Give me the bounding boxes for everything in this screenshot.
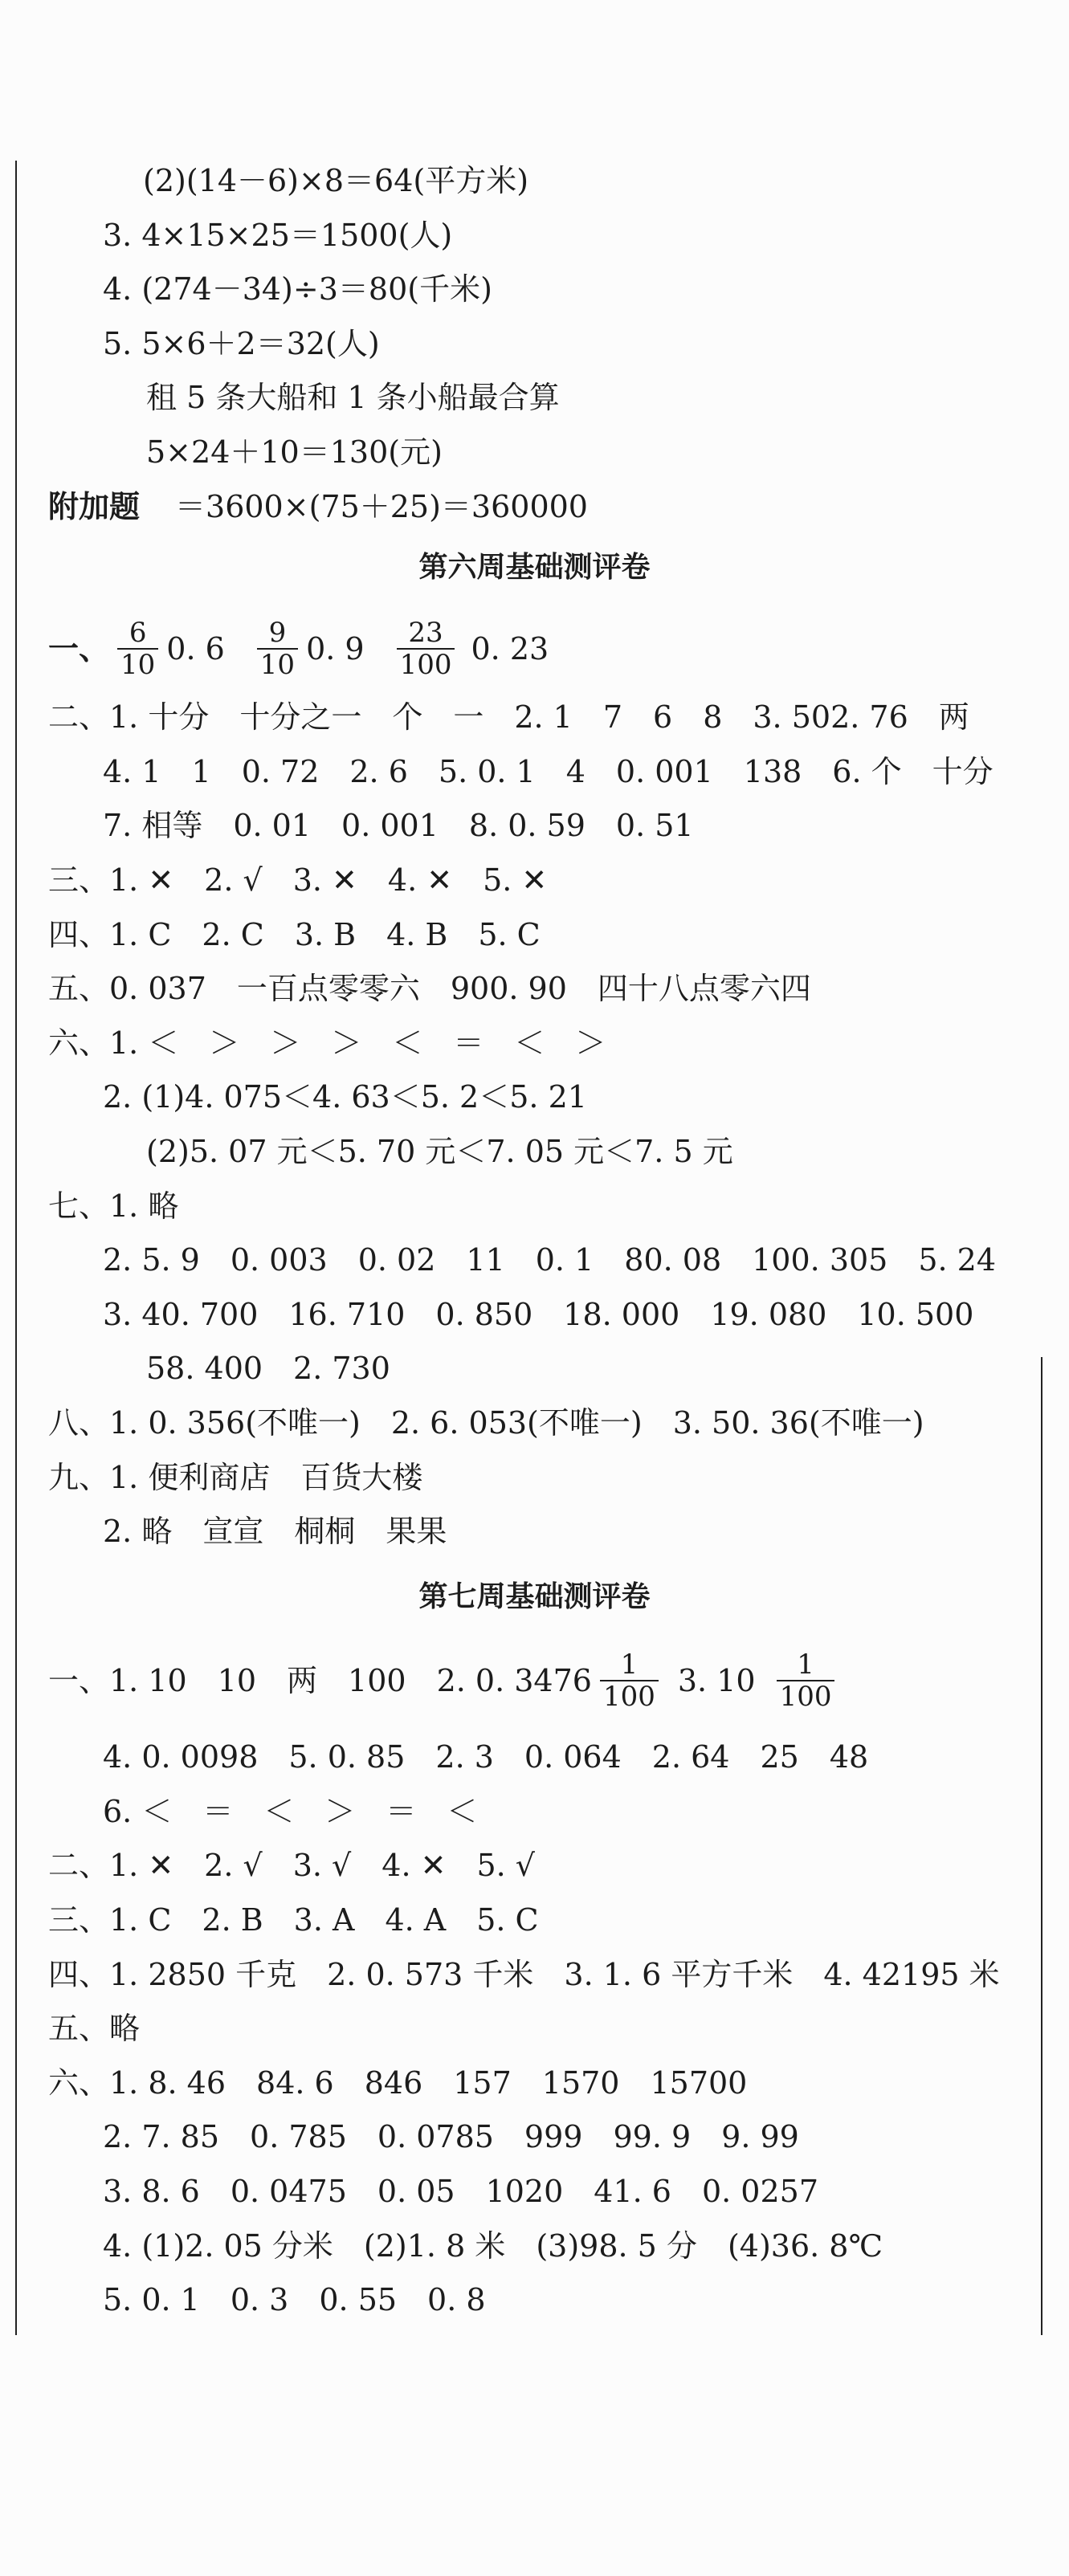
week7-q6-line-3: 3. 8. 6 0. 0475 0. 05 1020 41. 6 0. 0257 [103, 2174, 819, 2209]
week7-q6-line-4: 4. (1)2. 05 分米 (2)1. 8 米 (3)98. 5 分 (4)36. 8℃ [103, 2228, 883, 2264]
week6-q7-line-2: 2. 5. 9 0. 003 0. 02 11 0. 1 80. 08 100. 305 5. 24 [103, 1242, 997, 1278]
week6-q7-line-3: 3. 40. 700 16. 710 0. 850 18. 000 19. 080 10. 500 [103, 1297, 974, 1332]
week6-q5: 五、0. 037 一百点零零六 900. 90 四十八点零六四 [48, 971, 811, 1006]
week7-q5: 五、略 [48, 2011, 141, 2046]
week6-q6-line-1: 六、1. ＜ ＞ ＞ ＞ ＜ ＝ ＜ ＞ [48, 1025, 606, 1061]
week6-q9-line-2: 2. 略 宣宣 桐桐 果果 [103, 1514, 447, 1549]
extra-question-row [48, 487, 588, 527]
week7-q6-line-5: 5. 0. 1 0. 3 0. 55 0. 8 [103, 2282, 486, 2317]
week6-q3: 三、1. ✕ 2. √ 3. ✕ 4. ✕ 5. ✕ [48, 862, 548, 898]
week7-q3: 三、1. C 2. B 3. A 4. A 5. C [48, 1902, 539, 1938]
week7-title: 第七周基础测评卷 [418, 1580, 651, 1613]
prev-answer-line-3: 4. (274－34)÷3＝80(千米) [103, 271, 492, 307]
week7-q1-line-1 [48, 1645, 843, 1717]
week7-q4: 四、1. 2850 千克 2. 0. 573 千米 3. 1. 6 平方千米 4. 42195 米 [48, 1957, 1000, 1992]
week6-q4: 四、1. C 2. C 3. B 4. B 5. C [48, 917, 541, 952]
fraction-1-100-b: $\frac{1}{100}$ [777, 1649, 835, 1712]
prev-answer-line-2: 3. 4×15×25＝1500(人) [103, 218, 453, 253]
week6-q1-answer-3: 0. 23 [471, 631, 549, 666]
week6-q2-line-1: 二、1. 十分 十分之一 个 一 2. 1 7 6 8 3. 502. 76 两 [48, 699, 969, 735]
week6-q1-label: 一、 [48, 631, 110, 666]
prev-answer-line-4: 5. 5×6＋2＝32(人) [103, 326, 380, 361]
week6-q6-line-3: (2)5. 07 元＜5. 70 元＜7. 05 元＜7. 5 元 [146, 1134, 733, 1169]
left-margin-rule [15, 161, 17, 2335]
extra-question-answer: ＝3600×(75＋25)＝360000 [175, 489, 588, 524]
week7-q2: 二、1. ✕ 2. √ 3. √ 4. ✕ 5. √ [48, 1848, 535, 1883]
week6-q1-answer-1: 0. 6 [166, 631, 225, 666]
week6-q7-line-1: 七、1. 略 [48, 1188, 179, 1224]
week7-q1-line-3: 6. ＜ ＝ ＜ ＞ ＝ ＜ [103, 1794, 478, 1829]
week7-q1-mid: 3. 10 [677, 1663, 756, 1698]
extra-question-label: 附加题 [48, 489, 141, 524]
week6-q7-line-4: 58. 400 2. 730 [146, 1351, 390, 1386]
week7-q1-line-2: 4. 0. 0098 5. 0. 85 2. 3 0. 064 2. 64 25 48 [103, 1739, 869, 1775]
prev-answer-line-5: 租 5 条大船和 1 条小船最合算 [146, 380, 560, 415]
week6-q1-answer-2: 0. 9 [306, 631, 365, 666]
fraction-9-10: $\frac{9}{10}$ [257, 618, 298, 680]
week6-q6-line-2: 2. (1)4. 075＜4. 63＜5. 2＜5. 21 [103, 1079, 587, 1115]
prev-answer-line-6: 5×24＋10＝130(元) [146, 434, 443, 470]
prev-answer-line-1: (2)(14－6)×8＝64(平方米) [143, 163, 529, 198]
week6-q2-line-2: 4. 1 1 0. 72 2. 6 5. 0. 1 4 0. 001 138 6. 个 十分 [103, 754, 994, 789]
week6-title: 第六周基础测评卷 [418, 551, 651, 584]
week7-q6-line-1: 六、1. 8. 46 84. 6 846 157 1570 15700 [48, 2065, 748, 2101]
week6-q8: 八、1. 0. 356(不唯一) 2. 6. 053(不唯一) 3. 50. 36(不唯一) [48, 1405, 924, 1441]
fraction-23-100: $\frac{23}{100}$ [397, 618, 455, 680]
week6-q1-row [48, 613, 549, 685]
week7-q6-line-2: 2. 7. 85 0. 785 0. 0785 999 99. 9 9. 99 [103, 2119, 799, 2154]
fraction-1-100-a: $\frac{1}{100}$ [600, 1649, 659, 1712]
right-margin-rule [1041, 1357, 1042, 2335]
week6-q9-line-1: 九、1. 便利商店 百货大楼 [48, 1460, 423, 1495]
week7-q1-text: 一、1. 10 10 两 100 2. 0. 3476 [48, 1663, 592, 1698]
fraction-6-10: $\frac{6}{10}$ [117, 618, 158, 680]
week6-q2-line-3: 7. 相等 0. 01 0. 001 8. 0. 59 0. 51 [103, 808, 694, 843]
